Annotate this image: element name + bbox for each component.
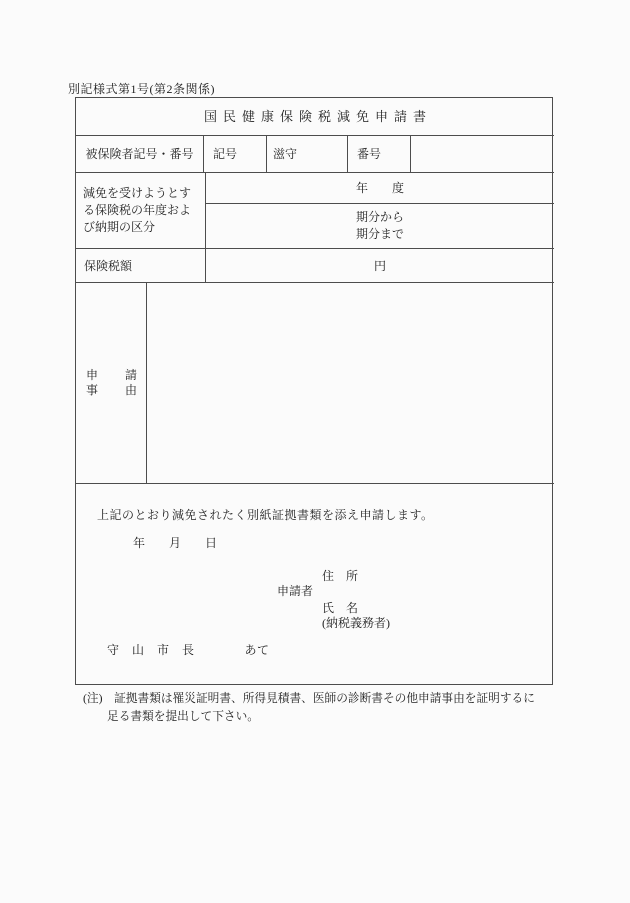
period-to: 期分まで xyxy=(355,227,404,241)
payment-period-cell xyxy=(206,204,554,249)
addressee-line: 守 山 市 長 あて xyxy=(107,643,270,657)
fiscal-year-cell: 年 度 xyxy=(206,173,554,204)
applicant-label: 申請者 xyxy=(277,584,314,598)
tax-amount-label-cell xyxy=(76,249,206,283)
symbol-label: 記号 xyxy=(213,147,238,161)
number-value-cell xyxy=(411,136,554,173)
footnote xyxy=(83,690,575,726)
insured-id-label: 被保険者記号・番号 xyxy=(76,136,204,173)
address-label: 住 所 xyxy=(322,569,359,583)
footnote-line1: (注) 証拠書類は罹災証明書、所得見積書、医師の診断書その他申請事由を証明するに xyxy=(83,692,535,705)
payment-period-text xyxy=(356,209,404,243)
application-form-table xyxy=(75,97,553,685)
name-label: 氏 名 xyxy=(322,601,359,615)
reduction-scope-label: 減免を受けようとする保険税の年度および納期の区分 xyxy=(76,173,206,249)
form-code-label: 別記様式第1号(第2条関係) xyxy=(68,82,215,96)
date-line: 年 月 日 xyxy=(133,536,218,550)
application-reason-body-cell xyxy=(147,283,554,484)
tax-amount-value-cell: 円 xyxy=(206,249,554,283)
period-from: 期分から xyxy=(355,210,404,224)
taxpayer-note: (納税義務者) xyxy=(322,616,390,630)
form-title: 国民健康保険税減免申請書 xyxy=(76,98,554,136)
symbol-value-cell: 滋守 xyxy=(267,136,348,173)
number-label-cell xyxy=(348,136,411,173)
footnote-line2: 足る書類を提出して下さい。 xyxy=(107,710,259,723)
closing-section xyxy=(76,484,554,686)
number-label: 番号 xyxy=(357,147,382,161)
closing-statement: 上記のとおり減免されたく別紙証拠書類を添え申請します。 xyxy=(97,508,434,522)
reason-label-line2: 事由 xyxy=(86,383,137,397)
tax-amount-label: 保険税額 xyxy=(84,258,133,273)
symbol-label-cell xyxy=(204,136,267,173)
application-reason-label-cell xyxy=(76,283,147,484)
reason-label-line1: 申請 xyxy=(86,368,137,382)
